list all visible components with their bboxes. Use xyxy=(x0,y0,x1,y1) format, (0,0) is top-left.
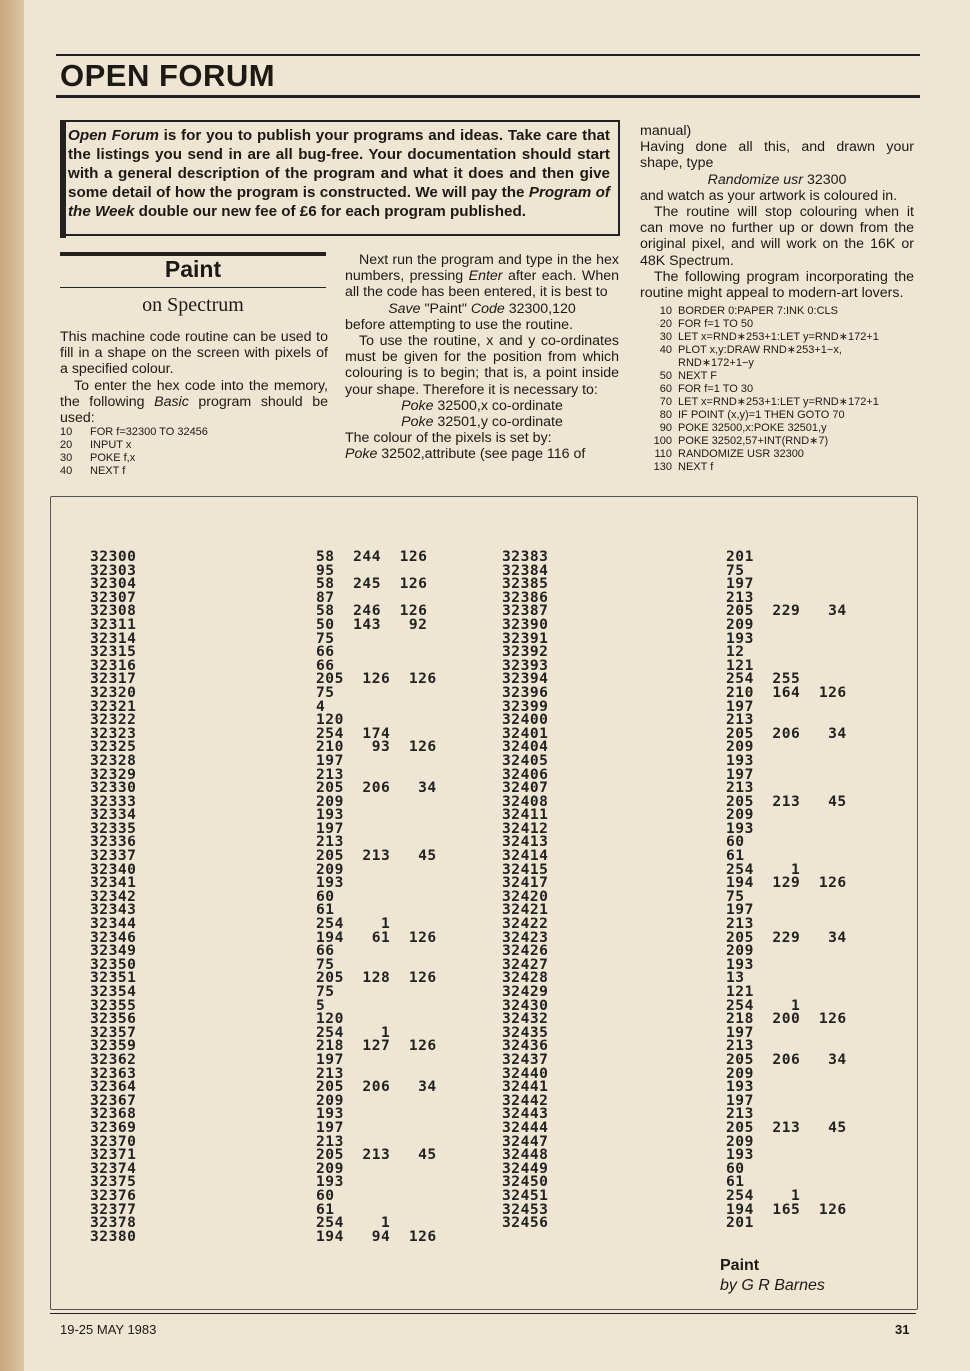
listing-address: 32400 xyxy=(502,711,549,729)
listing-bytes: 60 xyxy=(316,1186,335,1204)
listing-address: 32369 xyxy=(90,1118,137,1136)
listing-address: 32426 xyxy=(502,942,549,960)
basic-line-code: RND∗172+1−y xyxy=(678,357,754,370)
listing-bytes: 193 xyxy=(726,1146,754,1164)
listing-address: 32304 xyxy=(90,575,137,593)
basic-line xyxy=(60,465,328,478)
listing-address: 32390 xyxy=(502,615,549,633)
basic-line xyxy=(646,409,914,422)
listing-bytes: 254 1 xyxy=(726,860,801,878)
listing-address: 32435 xyxy=(502,1023,549,1041)
col3-paragraph-0: manual) xyxy=(640,123,692,139)
column-2 xyxy=(345,252,619,463)
basic-line-code: POKE f,x xyxy=(90,452,136,465)
listing-bytes: 209 xyxy=(726,806,754,824)
listing-address: 32341 xyxy=(90,874,137,892)
listing-bytes: 58 246 126 xyxy=(316,602,428,620)
col1-paragraph-1: This machine code routine can be used to fill in a shape on the screen with pixels of a specified colour. xyxy=(60,329,328,378)
basic-line-number: 60 xyxy=(659,383,672,396)
listing-bytes: 213 xyxy=(726,779,754,797)
listing-bytes: 205 213 45 xyxy=(316,1146,437,1164)
listing-bytes: 218 127 126 xyxy=(316,1037,437,1055)
basic-line-number: 110 xyxy=(654,448,672,461)
listing-address: 32450 xyxy=(502,1173,549,1191)
listing-bytes: 205 206 34 xyxy=(316,779,437,797)
listing-bytes: 197 xyxy=(316,819,344,837)
listing-address: 32370 xyxy=(90,1132,137,1150)
listing-address: 32412 xyxy=(502,819,549,837)
col2-paragraph-4: The colour of the pixels is set by: xyxy=(345,430,552,447)
basic-line-number: 70 xyxy=(659,396,672,409)
basic-line-number: 40 xyxy=(659,344,672,357)
basic-listing-2 xyxy=(646,305,914,474)
listing-address: 32427 xyxy=(502,955,549,973)
listing-address: 32440 xyxy=(502,1064,549,1082)
credit-author: by G R Barnes xyxy=(720,1277,825,1294)
col3-paragraph-2: and watch as your artwork is coloured in. xyxy=(640,187,898,204)
listing-address: 32342 xyxy=(90,887,137,905)
listing-bytes: 254 255 xyxy=(726,670,801,688)
listing-bytes: 213 xyxy=(726,915,754,933)
listing-address: 32340 xyxy=(90,860,137,878)
listing-bytes: 254 1 xyxy=(316,1023,391,1041)
listing-address: 32311 xyxy=(90,615,137,633)
listing-bytes: 193 xyxy=(726,629,754,647)
basic-line-code: NEXT F xyxy=(678,370,717,383)
listing-bytes: 254 174 xyxy=(316,724,391,742)
listing-bytes: 201 xyxy=(726,548,754,565)
binding-spine xyxy=(0,0,24,1371)
listing-address: 32350 xyxy=(90,955,137,973)
listing-address: 32451 xyxy=(502,1186,549,1204)
col2-paragraph-3: To use the routine, x and y co-ordinates must be given for the position from which colouring is to begin; that is, a point inside your shape. Therefore it is necessary to: xyxy=(345,333,619,398)
basic-line xyxy=(646,331,914,344)
listing-address: 32343 xyxy=(90,901,137,919)
basic-line-code: FOR f=1 TO 50 xyxy=(678,318,754,331)
basic-line-number: 10 xyxy=(659,305,672,318)
listing-bytes: 75 xyxy=(726,887,745,905)
listing-address: 32437 xyxy=(502,1050,549,1068)
basic-line-number: 130 xyxy=(653,461,672,474)
listing-address: 32356 xyxy=(90,1010,137,1028)
basic-line-code: BORDER 0:PAPER 7:INK 0:CLS xyxy=(678,305,838,318)
listing-address: 32413 xyxy=(502,833,549,851)
listing-bytes: 213 xyxy=(726,588,754,606)
listing-address: 32333 xyxy=(90,792,137,810)
listing-bytes: 194 165 126 xyxy=(726,1200,847,1218)
basic-line-code: LET x=RND∗253+1:LET y=RND∗172+1 xyxy=(678,331,879,344)
listing-bytes: 205 229 34 xyxy=(726,928,847,946)
listing-address: 32404 xyxy=(502,738,549,756)
listing-bytes: 66 xyxy=(316,643,335,661)
listing-address: 32374 xyxy=(90,1159,137,1177)
listing-address: 32368 xyxy=(90,1105,137,1123)
basic-line-code: NEXT f xyxy=(678,461,714,474)
listing-bytes: 205 206 34 xyxy=(726,724,847,742)
listing-bytes: 4 xyxy=(316,697,326,715)
listing-address: 32449 xyxy=(502,1159,549,1177)
basic-line xyxy=(646,448,914,461)
listing-bytes: 60 xyxy=(726,833,745,851)
basic-line xyxy=(646,344,914,357)
basic-line xyxy=(646,383,914,396)
listing-address: 32364 xyxy=(90,1078,137,1096)
listing-bytes: 254 1 xyxy=(316,915,391,933)
basic-line-code: NEXT f xyxy=(90,465,126,478)
listing-bytes: 210 93 126 xyxy=(316,738,437,756)
listing-address: 32329 xyxy=(90,765,137,783)
article-credit xyxy=(720,1256,825,1296)
basic-line xyxy=(646,422,914,435)
col3-randomize-command: Randomize usr 32300 xyxy=(707,171,847,188)
listing-bytes: 209 xyxy=(726,1064,754,1082)
listing-bytes: 193 xyxy=(316,874,344,892)
basic-line-number: 50 xyxy=(659,370,672,383)
listing-bytes: 197 xyxy=(726,1023,754,1041)
listing-bytes: 197 xyxy=(726,901,754,919)
listing-address: 32349 xyxy=(90,942,137,960)
listing-address: 32396 xyxy=(502,683,549,701)
col3-paragraph-1: Having done all this, and drawn your shape, type xyxy=(640,139,914,172)
listing-bytes: 209 xyxy=(726,738,754,756)
listing-address: 32371 xyxy=(90,1146,137,1164)
listing-bytes: 209 xyxy=(316,1091,344,1109)
basic-line xyxy=(646,318,914,331)
listing-bytes: 213 xyxy=(726,1105,754,1123)
listing-address: 32421 xyxy=(502,901,549,919)
listing-bytes: 209 xyxy=(316,792,344,810)
intro-box-bar xyxy=(60,120,66,238)
listing-address: 32415 xyxy=(502,860,549,878)
page-title: OPEN FORUM xyxy=(60,58,276,93)
listing-bytes: 205 128 126 xyxy=(316,969,437,987)
listing-address: 32442 xyxy=(502,1091,549,1109)
listing-bytes: 205 126 126 xyxy=(316,670,437,688)
listing-address: 32383 xyxy=(502,548,549,565)
listing-address: 32456 xyxy=(502,1214,549,1232)
basic-line xyxy=(646,357,914,370)
header-top-rule xyxy=(56,54,920,56)
listing-address: 32316 xyxy=(90,656,137,674)
listing-bytes: 205 213 45 xyxy=(726,1118,847,1136)
column-3 xyxy=(640,123,914,474)
listing-bytes: 213 xyxy=(316,833,344,851)
listing-bytes: 193 xyxy=(726,819,754,837)
intro-text-1: is for you to publish your programs and ideas. Take care that the listings you send in are all bug-free. Your documentation should start with a general description of the program and what it does and then give some detail of how the program is constructed. We will pay the xyxy=(68,127,610,202)
basic-line-number: 40 xyxy=(60,465,73,478)
listing-address: 32378 xyxy=(90,1214,137,1232)
footer-page-number: 31 xyxy=(895,1322,910,1337)
listing-address: 32387 xyxy=(502,602,549,620)
listing-address: 32377 xyxy=(90,1200,137,1218)
listing-bytes: 213 xyxy=(316,765,344,783)
listing-address: 32330 xyxy=(90,779,137,797)
basic-line-number: 30 xyxy=(60,452,73,465)
listing-address: 32351 xyxy=(90,969,137,987)
listing-bytes: 193 xyxy=(726,1078,754,1096)
listing-bytes: 213 xyxy=(316,1132,344,1150)
listing-bytes: 209 xyxy=(726,1132,754,1150)
listing-address: 32411 xyxy=(502,806,549,824)
intro-potw: Program of the Week xyxy=(68,184,610,221)
listing-address: 32405 xyxy=(502,751,549,769)
listing-address: 32444 xyxy=(502,1118,549,1136)
listing-address: 32344 xyxy=(90,915,137,933)
listing-address: 32429 xyxy=(502,983,549,1000)
listing-address: 32441 xyxy=(502,1078,549,1096)
listing-bytes: 213 xyxy=(726,1037,754,1055)
listing-bytes: 58 245 126 xyxy=(316,575,428,593)
listing-address: 32432 xyxy=(502,1010,549,1028)
basic-line-code: INPUT x xyxy=(90,439,132,452)
listing-bytes: 75 xyxy=(316,683,335,701)
listing-bytes: 193 xyxy=(316,1173,344,1191)
listing-bytes: 12 xyxy=(726,643,745,661)
listing-bytes: 205 206 34 xyxy=(316,1078,437,1096)
listing-bytes: 213 xyxy=(316,1064,344,1082)
basic-line-code: FOR f=32300 TO 32456 xyxy=(90,426,208,439)
listing-address: 32346 xyxy=(90,928,137,946)
col2-paragraph-2: before attempting to use the routine. xyxy=(345,316,573,333)
listing-address: 32315 xyxy=(90,643,137,661)
listing-address: 32420 xyxy=(502,887,549,905)
listing-bytes: 218 200 126 xyxy=(726,1010,847,1028)
listing-address: 32375 xyxy=(90,1173,137,1191)
listing-address: 32399 xyxy=(502,697,549,715)
listing-bytes: 193 xyxy=(726,955,754,973)
listing-bytes: 75 xyxy=(726,561,745,579)
listing-bytes: 58 244 126 xyxy=(316,548,428,565)
basic-line-code: POKE 32502,57+INT(RND∗7) xyxy=(678,435,829,448)
listing-bytes: 75 xyxy=(316,983,335,1000)
listing-bytes: 75 xyxy=(316,629,335,647)
listing-bytes: 66 xyxy=(316,656,335,674)
listing-address: 32417 xyxy=(502,874,549,892)
basic-line-code: POKE 32500,x:POKE 32501,y xyxy=(678,422,827,435)
listing-bytes: 5 xyxy=(316,996,326,1014)
listing-address: 32322 xyxy=(90,711,137,729)
listing-address: 32359 xyxy=(90,1037,137,1055)
listing-bytes: 194 129 126 xyxy=(726,874,847,892)
article-subtitle: on Spectrum xyxy=(142,294,244,316)
listing-right-addresses xyxy=(502,550,548,1230)
basic-line xyxy=(60,426,328,439)
listing-address: 32335 xyxy=(90,819,137,837)
listing-address: 32422 xyxy=(502,915,549,933)
listing-bytes: 121 xyxy=(726,983,754,1000)
footer-date: 19-25 MAY 1983 xyxy=(60,1322,157,1337)
listing-address: 32401 xyxy=(502,724,549,742)
basic-line xyxy=(646,461,914,474)
col2-poke-y: Poke 32501,y co-ordinate xyxy=(401,414,563,431)
listing-bytes: 193 xyxy=(316,1105,344,1123)
listing-address: 32337 xyxy=(90,847,137,865)
listing-bytes: 197 xyxy=(316,1118,344,1136)
listing-address: 32328 xyxy=(90,751,137,769)
listing-bytes: 61 xyxy=(316,1200,335,1218)
basic-line xyxy=(646,305,914,318)
listing-bytes: 254 1 xyxy=(726,1186,801,1204)
col3-paragraph-4: The following program incorporating the routine might appeal to modern-art lovers. xyxy=(640,268,914,302)
listing-bytes: 205 229 34 xyxy=(726,602,847,620)
basic-line-code: LET x=RND∗253+1:LET y=RND∗172+1 xyxy=(678,396,879,409)
listing-address: 32386 xyxy=(502,588,549,606)
listing-bytes: 121 xyxy=(726,656,754,674)
col2-poke-attribute: Poke 32502,attribute (see page 116 of xyxy=(345,446,586,463)
listing-address: 32308 xyxy=(90,602,137,620)
listing-address: 32300 xyxy=(90,548,137,565)
listing-bytes: 194 94 126 xyxy=(316,1227,437,1245)
col2-save-command: Save "Paint" Code 32300,120 xyxy=(388,300,576,317)
listing-bytes: 87 xyxy=(316,588,335,606)
basic-line xyxy=(60,452,328,465)
listing-address: 32367 xyxy=(90,1091,137,1109)
listing-bytes: 197 xyxy=(726,575,754,593)
listing-address: 32436 xyxy=(502,1037,549,1055)
listing-address: 32380 xyxy=(90,1227,137,1245)
basic-line-number: 100 xyxy=(653,435,672,448)
listing-bytes: 120 xyxy=(316,1010,344,1028)
listing-address: 32394 xyxy=(502,670,549,688)
listing-address: 32336 xyxy=(90,833,137,851)
article-title-underline xyxy=(60,287,326,288)
listing-bytes: 193 xyxy=(726,751,754,769)
listing-bytes: 13 xyxy=(726,969,745,987)
basic-line-code: FOR f=1 TO 30 xyxy=(678,383,754,396)
listing-address: 32314 xyxy=(90,629,137,647)
listing-address: 32321 xyxy=(90,697,137,715)
listing-address: 32391 xyxy=(502,629,549,647)
listing-bytes: 205 213 45 xyxy=(316,847,437,865)
listing-bytes: 209 xyxy=(316,860,344,878)
basic-line-code: PLOT x,y:DRAW RND∗253+1−x, xyxy=(678,344,842,357)
listing-address: 32317 xyxy=(90,670,137,688)
basic-line xyxy=(60,439,328,452)
listing-bytes: 201 xyxy=(726,1214,754,1232)
listing-bytes: 197 xyxy=(726,697,754,715)
col2-paragraph-1: Next run the program and type in the hex numbers, pressing Enter after each. When all the code has been entered, it is best to xyxy=(345,252,619,301)
listing-bytes: 209 xyxy=(726,942,754,960)
col3-paragraph-3: The routine will stop colouring when it can move no further up or down from the original pixel, and will work on the 16K or 48K Spectrum. xyxy=(640,204,914,269)
basic-line-number: 30 xyxy=(659,331,672,344)
basic-listing-1 xyxy=(60,426,328,478)
listing-bytes: 197 xyxy=(726,765,754,783)
listing-bytes: 205 213 45 xyxy=(726,792,847,810)
listing-address: 32407 xyxy=(502,779,549,797)
listing-bytes: 197 xyxy=(316,1050,344,1068)
listing-bytes: 210 164 126 xyxy=(726,683,847,701)
listing-left-addresses xyxy=(90,550,136,1243)
listing-address: 32355 xyxy=(90,996,137,1014)
listing-address: 32323 xyxy=(90,724,137,742)
credit-title: Paint xyxy=(720,1257,760,1274)
listing-bytes: 60 xyxy=(316,887,335,905)
basic-line xyxy=(646,396,914,409)
listing-bytes: 50 143 92 xyxy=(316,615,428,633)
basic-line-number: 10 xyxy=(60,426,73,439)
listing-address: 32453 xyxy=(502,1200,549,1218)
listing-bytes: 75 xyxy=(316,955,335,973)
listing-bytes: 61 xyxy=(726,847,745,865)
listing-bytes: 95 xyxy=(316,561,335,579)
listing-bytes: 61 xyxy=(726,1173,745,1191)
listing-bytes: 120 xyxy=(316,711,344,729)
listing-address: 32354 xyxy=(90,983,137,1000)
listing-bytes: 254 1 xyxy=(316,1214,391,1232)
listing-address: 32430 xyxy=(502,996,549,1014)
listing-bytes: 193 xyxy=(316,806,344,824)
listing-address: 32428 xyxy=(502,969,549,987)
basic-line-number: 90 xyxy=(659,422,672,435)
listing-bytes: 213 xyxy=(726,711,754,729)
listing-address: 32307 xyxy=(90,588,137,606)
listing-address: 32423 xyxy=(502,928,549,946)
listing-address: 32384 xyxy=(502,561,549,579)
listing-address: 32357 xyxy=(90,1023,137,1041)
listing-address: 32392 xyxy=(502,643,549,661)
intro-lead: Open Forum xyxy=(68,127,159,144)
listing-address: 32363 xyxy=(90,1064,137,1082)
listing-bytes: 205 206 34 xyxy=(726,1050,847,1068)
listing-bytes: 66 xyxy=(316,942,335,960)
listing-bytes: 254 1 xyxy=(726,996,801,1014)
listing-address: 32448 xyxy=(502,1146,549,1164)
basic-line-number: 80 xyxy=(659,409,672,422)
listing-left-values xyxy=(316,550,437,1243)
basic-line-number: 20 xyxy=(60,439,73,452)
footer-rule xyxy=(50,1313,916,1314)
listing-bytes: 197 xyxy=(316,751,344,769)
listing-bytes: 61 xyxy=(316,901,335,919)
listing-address: 32414 xyxy=(502,847,549,865)
listing-address: 32385 xyxy=(502,575,549,593)
basic-line xyxy=(646,370,914,383)
basic-line-code: IF POINT (x,y)=1 THEN GOTO 70 xyxy=(678,409,845,422)
listing-bytes: 209 xyxy=(726,615,754,633)
listing-bytes: 60 xyxy=(726,1159,745,1177)
listing-address: 32334 xyxy=(90,806,137,824)
listing-address: 32447 xyxy=(502,1132,549,1150)
column-1 xyxy=(60,329,328,478)
listing-bytes: 194 61 126 xyxy=(316,928,437,946)
listing-address: 32362 xyxy=(90,1050,137,1068)
col1-paragraph-2: To enter the hex code into the memory, the following Basic program should be used: xyxy=(60,377,328,427)
basic-line-code: RANDOMIZE USR 32300 xyxy=(678,448,804,461)
listing-address: 32303 xyxy=(90,561,137,579)
basic-line-number: 20 xyxy=(659,318,672,331)
col2-poke-x: Poke 32500,x co-ordinate xyxy=(401,397,563,414)
listing-bytes: 197 xyxy=(726,1091,754,1109)
listing-address: 32406 xyxy=(502,765,549,783)
article-title: Paint xyxy=(164,256,222,282)
listing-address: 32408 xyxy=(502,792,549,810)
listing-address: 32393 xyxy=(502,656,549,674)
listing-address: 32325 xyxy=(90,738,137,756)
basic-line xyxy=(646,435,914,448)
intro-box xyxy=(60,120,620,236)
listing-address: 32320 xyxy=(90,683,137,701)
listing-address: 32376 xyxy=(90,1186,137,1204)
header-bottom-rule xyxy=(56,95,920,98)
intro-text-2: double our new fee of £6 for each program published. xyxy=(134,203,526,221)
listing-bytes: 209 xyxy=(316,1159,344,1177)
listing-address: 32443 xyxy=(502,1105,549,1123)
listing-right-values xyxy=(726,550,847,1230)
